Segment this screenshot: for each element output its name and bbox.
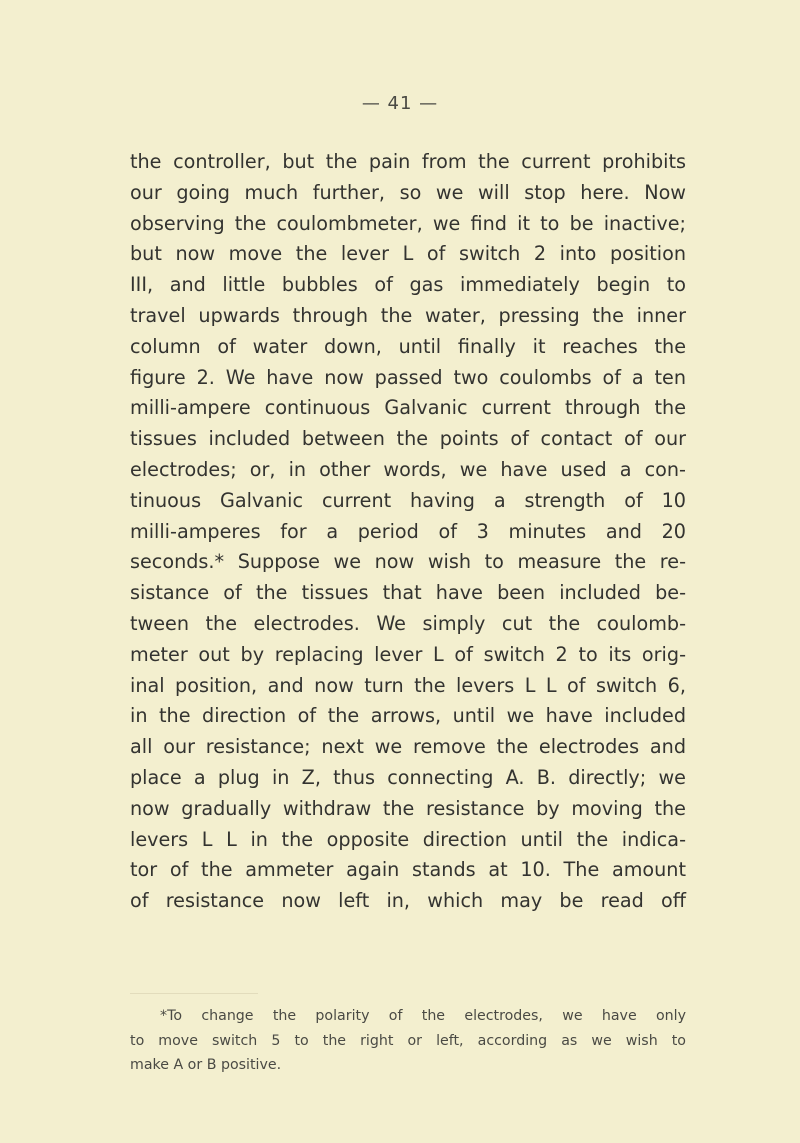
footnote-line: make A or B positive. — [130, 1057, 282, 1074]
text-line: in the direction of the arrows, until we have included — [130, 704, 686, 728]
footnote-line: *To change the polarity of the electrodes, we have only — [160, 1008, 686, 1024]
footnote — [130, 1004, 686, 1078]
footnote-divider — [130, 993, 258, 994]
text-line: tissues included between the points of contact of our — [130, 427, 686, 451]
page-number: — 41 — — [361, 93, 439, 114]
text-line: tween the electrodes. We simply cut the coulomb- — [130, 611, 686, 635]
text-line: levers L L in the opposite direction until the indica- — [130, 827, 686, 851]
text-line: meter out by replacing lever L of switch 2 to its orig- — [130, 642, 686, 666]
text-line: column of water down, until finally it reaches the — [130, 334, 686, 358]
text-line: seconds.* Suppose we now wish to measure the re- — [130, 550, 686, 574]
text-line: tinuous Galvanic current having a strength of 10 — [130, 488, 686, 512]
text-line: of resistance now left in, which may be read off — [130, 889, 686, 913]
text-line: tor of the ammeter again stands at 10. The amount — [130, 858, 686, 882]
text-line: sistance of the tissues that have been included be- — [130, 581, 686, 605]
text-line: milli-amperes for a period of 3 minutes and 20 — [130, 519, 686, 543]
text-line: milli-ampere continuous Galvanic current through the — [130, 396, 686, 420]
text-line: all our resistance; next we remove the electrodes and — [130, 735, 686, 759]
text-line: place a plug in Z, thus connecting A. B. directly; we — [130, 765, 686, 789]
text-line: electrodes; or, in other words, we have used a con- — [130, 457, 686, 481]
footnote-line: to move switch 5 to the right or left, according as we wish to — [130, 1032, 686, 1049]
text-line: but now move the lever L of switch 2 into position — [130, 242, 686, 266]
text-line: III, and little bubbles of gas immediately begin to — [130, 273, 686, 297]
text-line: travel upwards through the water, pressing the inner — [130, 303, 686, 327]
text-line: the controller, but the pain from the current prohibits — [130, 150, 686, 173]
text-line: our going much further, so we will stop here. Now — [130, 180, 686, 204]
text-line: figure 2. We have now passed two coulombs of a ten — [130, 365, 686, 389]
text-line: inal position, and now turn the levers L L of switch 6, — [130, 673, 686, 697]
text-line: observing the coulombmeter, we find it to be inactive; — [130, 211, 686, 235]
body-paragraph — [130, 147, 686, 917]
text-line: now gradually withdraw the resistance by moving the — [130, 796, 686, 820]
